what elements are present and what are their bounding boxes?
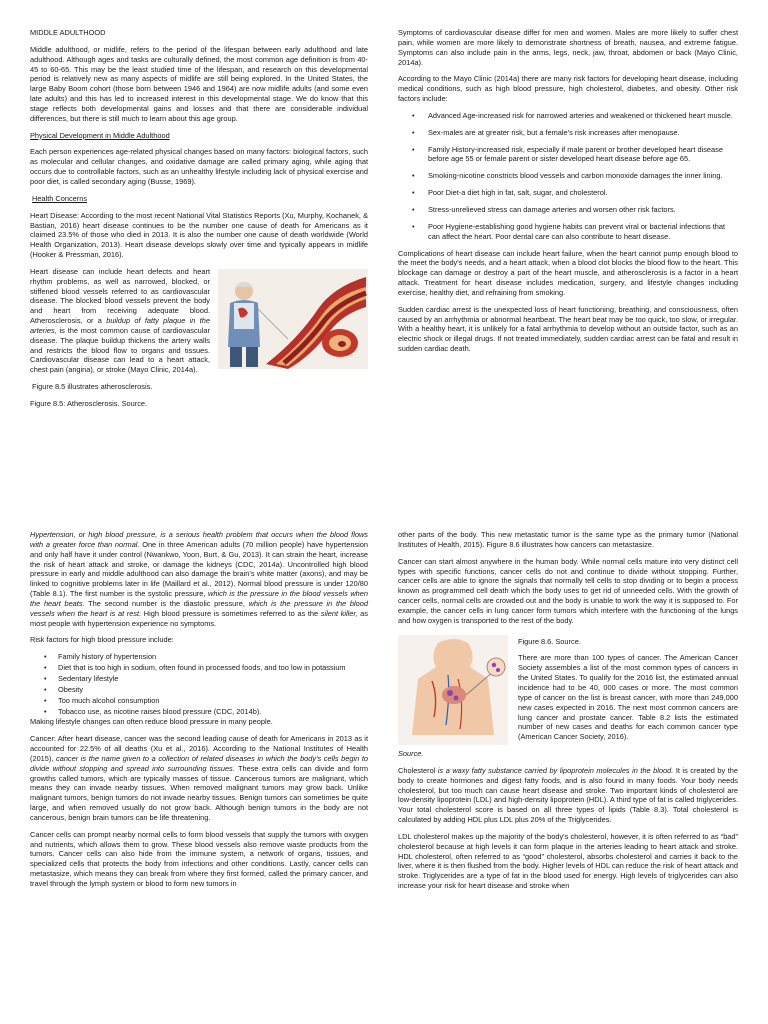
cholesterol-definition: is a waxy fatty substance carried by lipoprotein molecules in the blood. xyxy=(437,765,674,775)
complications-paragraph: Complications of heart disease can include heart failure, when the heart cannot pump enough blood to the meet the body's needs, and a heart attack, when a blood clot blocks the blood flow to the heart. This blockage can damage or destroy a part of the heart muscle, and atherosclerosis is a factor in a heart attack. Treatment for heart disease includes medication, surgery, and lifestyle changes including exercise, healthy diet, and refraining from smoking. xyxy=(398,248,738,297)
cancer-figure-block xyxy=(398,633,738,742)
page1-right-column xyxy=(398,28,738,361)
page2-right-column xyxy=(398,530,738,898)
hypertension-text-3: High blood pressure is sometimes referred to as the xyxy=(141,608,321,618)
hypertension-text-4: as most people with hypertension experience no symptoms. xyxy=(30,608,368,628)
list-item: • Smoking-nicotine constricts blood vessels and carbon monoxide damages the inner lining. xyxy=(398,171,738,181)
cancer-metastasis-figure xyxy=(398,635,508,745)
ldl-paragraph: LDL cholesterol makes up the majority of the body's cholesterol, however, it is often referred to as “bad” cholesterol because at high levels it can form plaque in the arteries leading to heart attack and stroke. HDL cholesterol, often referred to as “good” cholesterol, absorbs cholesterol and carries it back to the liver, where it is then flushed from the body. Higher levels of HDL can reduce the risk of heart attack and stroke. Triglycerides are a type of fat in the blood used for energy. High levels of triglycerides can also increase your risk for heart disease and stroke when xyxy=(398,831,738,891)
diastolic-definition: which is the pressure in the blood vessels when the heart is at rest. xyxy=(30,598,368,618)
cancer-cells-paragraph: Cancer cells can prompt nearby normal cells to form blood vessels that supply the tumors with oxygen and nutrients, which allows them to grow. These blood vessels also remove waste products from the tumors. Cancer cells can also hide from the immune system, a network of organs, tissues, and specialized cells that protects the body from infections and other conditions. Lastly, cancer cells can metastasize, which means they can break from where they first formed, called the primary cancer, and travel through the lymph system or blood to form new tumors in xyxy=(30,829,368,888)
list-item: • Sedentary lifestyle xyxy=(30,674,368,684)
intro-paragraph: Middle adulthood, or midlife, refers to the period of the lifespan between early adulthood and late adulthood. Although ages and tasks are culturally defined, the most common age definition is from 40-45 to 60-65. This may be the least studied time of the lifespan, and research on this developmental period is relatively new as many aspects of midlife are still being explored. In the United States, the large Baby Boom cohort (those born between 1946 and 1964) are now midlife adults (and some even late adults) and this has led to increased interest in this developmental stage. We do know that this stage reflects both developmental gains and losses and that there are considerable individual differences, but there is still much to learn about this age group. xyxy=(30,44,368,123)
atherosclerosis-illustration xyxy=(218,269,368,369)
cancer-paragraph xyxy=(30,734,368,823)
heart-risk-list xyxy=(398,111,738,242)
normal-cells-paragraph: Cancer can start almost anywhere in the human body. While normal cells mature into very distinct cell types with specific functions, cancer cells do not and continue to divide without stopping. Further, cancer cells are able to ignore the signals that normally tell cells to stop dividing or to begin a process known as programmed cell death which the body uses to get rid of unneeded cells. With the growth of cancer cells, normal cells are crowded out and the body is unable to work the way it is supposed to. For example, the cancer cells in lung cancer form tumors which interfere with the functioning of the lungs and how oxygen is transported to the rest of the body. xyxy=(398,556,738,625)
atherosclerosis-definition: buildup of fatty plaque in the arteries xyxy=(30,316,210,335)
list-item: • Too much alcohol consumption xyxy=(30,696,368,706)
figure-8-5-caption: Figure 8.5: Atherosclerosis. Source. xyxy=(30,399,148,408)
list-item: • Stress-unrelieved stress can damage arteries and worsen other risk factors. xyxy=(398,205,738,215)
bp-risk-list xyxy=(30,652,368,716)
systolic-definition: which is the pressure in the blood vessels when the heart beats. xyxy=(30,589,368,608)
list-item: • Family history of hypertension xyxy=(30,652,368,662)
figure-reference: Figure 8.5 illustrates atherosclerosis. xyxy=(32,382,153,392)
cardiac-arrest-paragraph: Sudden cardiac arrest is the unexpected loss of heart functioning, breathing, and consciousness, often caused by an arrhythmia or abnormal heartbeat. The heart beat may be too quick, too slow, or irregular. With a healthy heart, it is unlikely for a fatal arrhythmia to develop without an outside factor, such as an electric shock or illegal drugs. If not treated immediately, sudden cardiac arrest can be fatal and result in sudden cardiac death. xyxy=(398,304,738,354)
hypertension-paragraph xyxy=(30,530,368,628)
list-item: • Poor Diet-a diet high in fat, salt, sugar, and cholesterol. xyxy=(398,188,738,198)
list-item: • Diet that is too high in sodium, often found in processed foods, and too low in potassium xyxy=(30,663,368,673)
heart-disease-paragraph: Heart Disease: According to the most recent National Vital Statistics Reports (Xu, Murphy, Kochanek, & Bastian, 2016) heart disease continues to be the number one cause of death for Americans as it claimed 23.5% of those who died in 2013. It is also the number one cause of death worldwide (World Health Organization, 2013). Heart disease develops slowly over time and typically appears in midlife (Hooker & Pressman, 2016). xyxy=(30,210,368,260)
list-item: • Poor Hygiene-establishing good hygiene habits can prevent viral or bacterial infections that can affect the heart. Poor dental care can also contribute to heart disease. xyxy=(398,222,738,242)
list-item: • Tobacco use, as nicotine raises blood pressure (CDC, 2014b). xyxy=(30,707,368,717)
cholesterol-term: Cholesterol xyxy=(398,765,438,775)
atherosclerosis-text-b: , is the most common cause of cardiovascular disease. The plaque buildup thickens the artery walls and restricts the blood flow to organs and tissues. Cardiovascular disease can lead to a heart attack, chest pain (angina), or stroke (Mayo Clinic, 2014a). xyxy=(30,325,210,375)
source-line: Source. xyxy=(398,749,424,759)
list-item: • Advanced Age-increased risk for narrowed arteries and weakened or thickened heart muscle. xyxy=(398,111,738,121)
page1-left-column xyxy=(30,28,368,416)
cholesterol-text: It is created by the body to create hormones and digest fatty foods, and is also found in many foods. Your body needs cholesterol, but too much can cause heart disease and stroke. Two important kinds of cholesterol are low-density lipoprotein (LDL) and high-density lipoprotein (HDL). A third type of fat is called triglycerides. Your total cholesterol score is based on all three types of lipids (Table 8.3). Total cholesterol is calculated by adding HDL plus LDL plus 20% of the Triglycerides. xyxy=(398,765,739,825)
page2-left-column xyxy=(30,530,368,896)
cancer-text: Cancer: After heart disease, cancer was the second leading cause of death for Americans in 2013 as it accounted for 22.5% of all deaths (Xu et al., 2016). According to the National Institutes of Health (2015), xyxy=(30,734,368,763)
metastatic-paragraph: other parts of the body. This new metastatic tumor is the same type as the primary tumor (National Institutes of Health, 2015). Figure 8.6 illustrates how cancers can metastasize. xyxy=(398,530,738,549)
cancer-definition: cancer is the name given to a collection of related diseases in which the body's cells begin to divide without stopping and spread into surrounding tissues. xyxy=(30,753,368,773)
cancer-text-2: These extra cells can divide and form growths called tumors, which are typically masses of tissue. Cancerous tumors are malignant, which means they can invade nearby tissues. When removed malignant tumors may grow back. Unlike malignant tumors, benign tumors do not invade nearby tissues. Benign tumors can sometimes be quite large, and when removed usually do not grow back. Although benign tumors in the body are not cancerous, benign brain tumors can be life threatening. xyxy=(30,763,368,822)
figure-8-6-caption: Figure 8.6. Source. xyxy=(518,636,581,646)
physical-development-heading: Physical Development in Middle Adulthood xyxy=(30,130,170,140)
risk-factors-intro: According to the Mayo Clinic (2014a) there are many risk factors for developing heart disease, including medical conditions, such as high blood pressure, high cholesterol, diabetes, and obesity. Other risk factors include: xyxy=(398,74,738,104)
metastasis-illustration xyxy=(398,635,508,745)
hypertension-text: One in three American adults (70 million people) have hypertension and only half have it under control (Nwankwo, Yoon, Burt, & Gu, 2013). It can strain the heart, increase the risk of heart attack and stroke, or damage the kidneys (CDC, 2014a). Uncontrolled high blood pressure in early and middle adulthood can also damage the brain's white matter (axons), and may be linked to cognitive problems later in life (Maillard et al., 2012). Normal blood pressure is under 120/80 (Table 8.1). The first number is the systolic pressure, xyxy=(30,539,368,599)
list-item: • Family History-increased risk, especially if male parent or brother developed heart disease before age 55 or female parent or sister developed heart disease before age 65. xyxy=(398,145,738,165)
physical-development-paragraph: Each person experiences age-related physical changes based on many factors: biological factors, such as molecular and cellular changes, and oxidative damage are called primary aging, while aging that occurs due to controllable factors, such as an unhealthy lifestyle including lack of physical exercise and poor diet, is called secondary aging (Busse, 1969). xyxy=(30,147,368,186)
hypertension-definition: or high blood pressure, is a serious health problem that occurs when the blood flows with a greater force than normal. xyxy=(30,530,368,549)
atherosclerosis-text-a: Heart disease can include heart defects and heart rhythm problems, as well as narrowed, blocked, or stiffened blood vessels referred to as cardiovascular disease. The blocked blood vessels prevent the body and heart from receiving adequate blood. Atherosclerosis, or a xyxy=(30,266,210,326)
bp-risk-intro: Risk factors for high blood pressure include: xyxy=(30,635,174,645)
atherosclerosis-paragraph xyxy=(30,267,368,375)
symptoms-paragraph: Symptoms of cardiovascular disease differ for men and women. Males are more likely to suffer chest pain, while women are more likely to demonstrate shortness of breath, nausea, and extreme fatigue. Symptoms can also include pain in the arms, legs, neck, jaw, throat, abdomen or back (Mayo Clinic, 2014a). xyxy=(398,28,738,67)
list-item: • Obesity xyxy=(30,685,368,695)
list-item: • Sex-males are at greater risk, but a female's risk increases after menopause. xyxy=(398,128,738,138)
cancer-types-paragraph: There are more than 100 types of cancer. The American Cancer Society assembles a list of the most common types of cancers in the United States. To qualify for the 2016 list, the estimated annual incidence had to be 40, 000 cases or more. The most common type of cancer on the list is breast cancer, with more than 249,000 new cases expected in 2016. The next most common cancers are lung cancer and prostate cancer. Table 8.2 lists the estimated number of new cases and deaths for each common cancer type (American Cancer Society, 2016). xyxy=(518,653,738,742)
hypertension-text-2: The second number is the diastolic pressure, xyxy=(84,598,249,608)
section-title: MIDDLE ADULTHOOD xyxy=(30,28,106,37)
lifestyle-paragraph: Making lifestyle changes can often reduce blood pressure in many people. xyxy=(30,717,273,727)
cholesterol-paragraph xyxy=(398,766,738,825)
atherosclerosis-figure xyxy=(218,269,368,369)
hypertension-term: Hypertension, xyxy=(30,530,79,539)
silent-killer-term: silent killer, xyxy=(320,608,358,618)
health-concerns-heading: Health Concerns xyxy=(32,193,88,203)
